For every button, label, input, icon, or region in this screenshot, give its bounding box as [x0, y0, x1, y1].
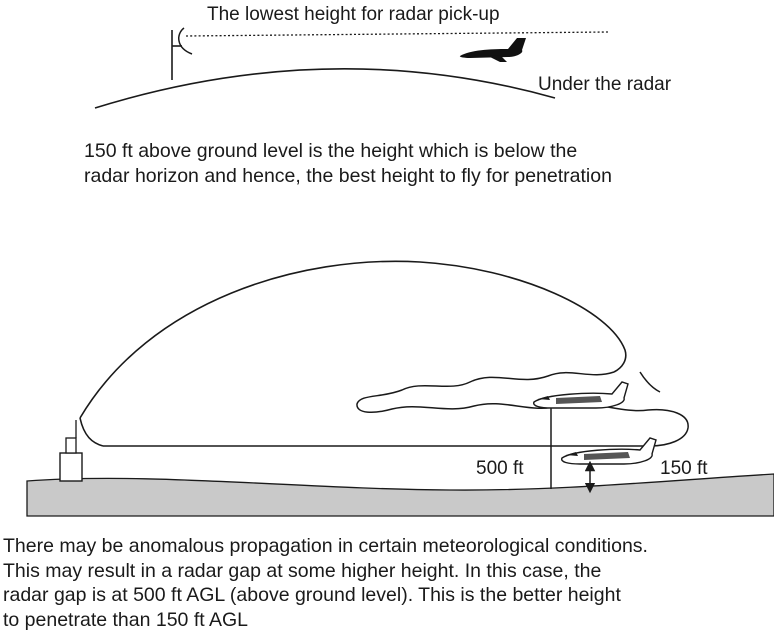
radar-antenna-icon [172, 28, 192, 80]
top-caption [84, 139, 612, 189]
bottom-caption-line: This may result in a radar gap at some higher height. In this case, the [3, 559, 602, 582]
bottom-caption-line: radar gap is at 500 ft AGL (above ground level). This is the better height [3, 584, 621, 606]
bottom-caption-line: There may be anomalous propagation in certain meteorological conditions. [3, 535, 648, 557]
radar-beam-lobe [80, 261, 626, 418]
bottom-caption [3, 534, 648, 632]
top-caption-line: radar horizon and hence, the best height to fly for penetration [84, 165, 612, 187]
aircraft-500ft-icon [534, 382, 628, 408]
height-500ft-label: 500 ft [476, 458, 524, 479]
bottom-diagram [27, 261, 774, 516]
height-150ft-label: 150 ft [660, 458, 708, 479]
radar-pickup-label: The lowest height for radar pick-up [207, 4, 500, 25]
jet-aircraft-icon [460, 38, 526, 62]
radar-beam-lower-edge [80, 418, 103, 446]
anomalous-propagation-path [357, 372, 688, 446]
earth-curvature-line [95, 69, 555, 108]
bottom-caption-line: to penetrate than 150 ft AGL [3, 608, 249, 631]
ground-terrain [27, 474, 774, 516]
radar-station-icon [60, 420, 82, 481]
top-diagram [95, 4, 672, 108]
beam-return-stroke [640, 372, 660, 392]
radar-pickup-dotted-line [186, 32, 608, 36]
aircraft-150ft-icon [562, 438, 656, 464]
under-radar-label: Under the radar [538, 74, 672, 95]
top-caption-line: 150 ft above ground level is the height which is below the [84, 140, 578, 162]
